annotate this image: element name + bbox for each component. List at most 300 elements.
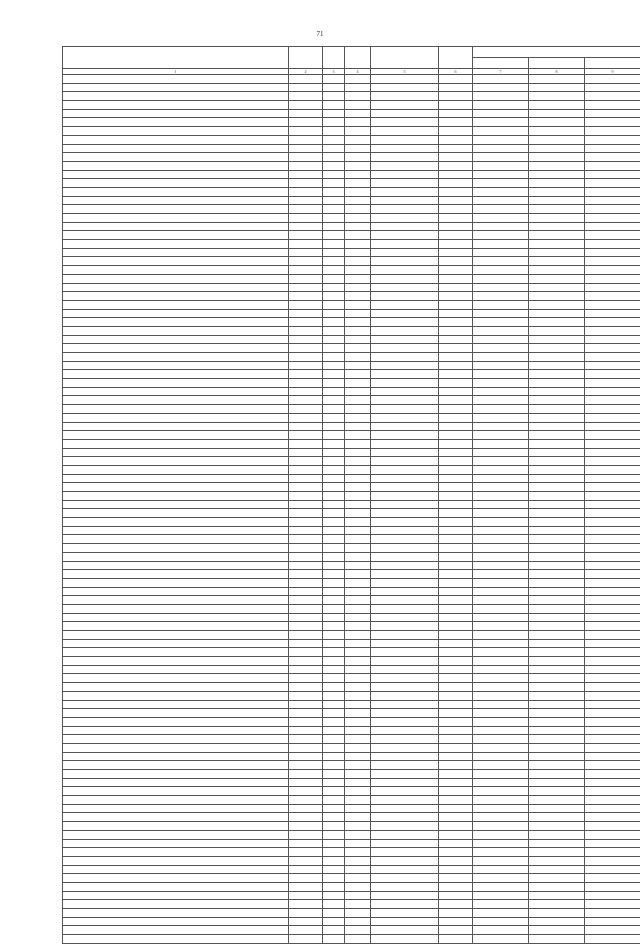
table-cell <box>439 509 473 518</box>
table-cell <box>323 75 345 84</box>
table-cell <box>371 700 439 709</box>
table-cell <box>323 709 345 718</box>
table-cell <box>289 909 323 918</box>
table-row <box>63 83 640 92</box>
table-row <box>63 75 640 84</box>
table-row <box>63 153 640 162</box>
table-cell <box>439 75 473 84</box>
table-cell <box>323 900 345 909</box>
table-cell <box>371 891 439 900</box>
table-cell <box>585 709 640 718</box>
table-cell <box>439 709 473 718</box>
table-cell <box>439 518 473 527</box>
table-cell <box>585 474 640 483</box>
table-cell <box>439 326 473 335</box>
table-cell <box>473 926 529 935</box>
table-cell <box>371 118 439 127</box>
table-cell <box>473 75 529 84</box>
table-cell <box>323 726 345 735</box>
table-cell <box>439 396 473 405</box>
table-row <box>63 830 640 839</box>
table-cell <box>473 135 529 144</box>
table-cell <box>289 92 323 101</box>
table-cell <box>371 743 439 752</box>
table-cell <box>473 214 529 223</box>
table-cell <box>289 422 323 431</box>
table-cell <box>585 92 640 101</box>
table-cell <box>63 492 289 501</box>
table-cell <box>473 578 529 587</box>
table-cell <box>345 648 371 657</box>
table-cell <box>529 127 585 136</box>
table-cell <box>585 326 640 335</box>
table-cell <box>289 231 323 240</box>
table-cell <box>63 743 289 752</box>
table-cell <box>439 691 473 700</box>
table-cell <box>345 222 371 231</box>
table-cell <box>529 874 585 883</box>
table-cell <box>473 648 529 657</box>
table-cell <box>529 413 585 422</box>
table-cell <box>439 535 473 544</box>
table-cell <box>63 761 289 770</box>
table-cell <box>585 552 640 561</box>
table-cell <box>473 179 529 188</box>
table-row <box>63 926 640 935</box>
table-row <box>63 900 640 909</box>
table-cell <box>473 231 529 240</box>
table-cell <box>289 596 323 605</box>
table-row <box>63 283 640 292</box>
table-cell <box>439 344 473 353</box>
table-cell <box>345 778 371 787</box>
table-row <box>63 874 640 883</box>
table-cell <box>63 413 289 422</box>
table-cell <box>473 101 529 110</box>
table-cell <box>473 848 529 857</box>
table-cell <box>473 830 529 839</box>
table-cell <box>289 344 323 353</box>
table-cell <box>585 257 640 266</box>
table-cell <box>585 787 640 796</box>
table-cell <box>63 839 289 848</box>
table-cell <box>371 474 439 483</box>
table-cell <box>371 465 439 474</box>
table-cell <box>289 726 323 735</box>
table-cell <box>585 657 640 666</box>
table-cell <box>529 526 585 535</box>
table-cell <box>439 214 473 223</box>
table-cell <box>473 674 529 683</box>
table-cell <box>439 379 473 388</box>
table-cell <box>371 309 439 318</box>
table-cell <box>323 804 345 813</box>
table-cell <box>371 535 439 544</box>
table-cell <box>323 561 345 570</box>
table-cell <box>439 822 473 831</box>
table-row <box>63 891 640 900</box>
table-cell <box>63 431 289 440</box>
table-row <box>63 318 640 327</box>
table-cell <box>529 726 585 735</box>
table-cell <box>473 935 529 944</box>
table-cell <box>63 822 289 831</box>
table-cell <box>529 379 585 388</box>
table-row <box>63 778 640 787</box>
table-cell <box>439 796 473 805</box>
table-cell <box>323 292 345 301</box>
table-cell <box>439 830 473 839</box>
table-cell <box>473 127 529 136</box>
table-cell <box>289 274 323 283</box>
table-row <box>63 448 640 457</box>
table-row <box>63 187 640 196</box>
table-cell <box>289 743 323 752</box>
table-cell <box>585 170 640 179</box>
table-cell <box>529 552 585 561</box>
table-cell <box>289 144 323 153</box>
table-row <box>63 587 640 596</box>
table-cell <box>323 874 345 883</box>
table-cell <box>585 335 640 344</box>
table-cell <box>529 387 585 396</box>
table-cell <box>529 622 585 631</box>
column-number: 4 <box>345 69 371 75</box>
table-cell <box>473 170 529 179</box>
table-cell <box>63 518 289 527</box>
table-cell <box>585 248 640 257</box>
table-row <box>63 839 640 848</box>
table-cell <box>529 222 585 231</box>
table-cell <box>473 240 529 249</box>
table-cell <box>371 439 439 448</box>
table-cell <box>585 891 640 900</box>
table-cell <box>323 214 345 223</box>
table-cell <box>585 926 640 935</box>
table-cell <box>439 631 473 640</box>
table-cell <box>529 439 585 448</box>
table-cell <box>371 839 439 848</box>
table-cell <box>63 379 289 388</box>
table-cell <box>473 431 529 440</box>
table-cell <box>289 431 323 440</box>
table-cell <box>473 326 529 335</box>
table-cell <box>345 266 371 275</box>
table-row <box>63 127 640 136</box>
table-cell <box>585 205 640 214</box>
table-cell <box>323 492 345 501</box>
table-cell <box>323 335 345 344</box>
table-cell <box>345 318 371 327</box>
table-cell <box>323 283 345 292</box>
table-cell <box>473 405 529 414</box>
table-cell <box>371 552 439 561</box>
table-cell <box>289 674 323 683</box>
table-cell <box>473 544 529 553</box>
table-cell <box>439 839 473 848</box>
table-cell <box>289 214 323 223</box>
table-cell <box>473 613 529 622</box>
table-cell <box>345 900 371 909</box>
table-cell <box>473 266 529 275</box>
table-cell <box>345 274 371 283</box>
table-cell <box>323 379 345 388</box>
table-row <box>63 631 640 640</box>
table-cell <box>289 75 323 84</box>
table-cell <box>345 335 371 344</box>
table-row <box>63 457 640 466</box>
table-row <box>63 292 640 301</box>
table-cell <box>585 144 640 153</box>
table-cell <box>345 743 371 752</box>
table-cell <box>585 75 640 84</box>
table-cell <box>63 266 289 275</box>
table-cell <box>439 474 473 483</box>
table-cell <box>439 917 473 926</box>
table-cell <box>371 92 439 101</box>
table-cell <box>345 161 371 170</box>
table-cell <box>371 83 439 92</box>
table-cell <box>323 743 345 752</box>
table-row <box>63 717 640 726</box>
table-cell <box>529 361 585 370</box>
table-cell <box>345 796 371 805</box>
table-cell <box>63 787 289 796</box>
table-cell <box>371 318 439 327</box>
table-cell <box>63 882 289 891</box>
table-cell <box>529 865 585 874</box>
table-cell <box>63 83 289 92</box>
table-row <box>63 518 640 527</box>
table-cell <box>323 413 345 422</box>
table-cell <box>585 900 640 909</box>
table-cell <box>371 509 439 518</box>
table-row <box>63 266 640 275</box>
table-cell <box>63 396 289 405</box>
table-cell <box>529 187 585 196</box>
table-cell <box>345 457 371 466</box>
table-cell <box>345 283 371 292</box>
table-cell <box>345 361 371 370</box>
table-cell <box>323 578 345 587</box>
table-cell <box>289 830 323 839</box>
table-cell <box>323 431 345 440</box>
table-cell <box>439 674 473 683</box>
table-cell <box>345 761 371 770</box>
table-row <box>63 465 640 474</box>
table-cell <box>439 726 473 735</box>
table-cell <box>473 205 529 214</box>
table-cell <box>289 465 323 474</box>
table-cell <box>585 743 640 752</box>
table-row <box>63 248 640 257</box>
table-cell <box>63 500 289 509</box>
table-cell <box>585 822 640 831</box>
table-cell <box>63 370 289 379</box>
table-cell <box>473 535 529 544</box>
table-cell <box>289 822 323 831</box>
table-cell <box>323 370 345 379</box>
table-cell <box>529 405 585 414</box>
table-cell <box>345 422 371 431</box>
table-cell <box>63 422 289 431</box>
table-cell <box>345 240 371 249</box>
table-cell <box>63 483 289 492</box>
table-cell <box>529 465 585 474</box>
table-cell <box>323 752 345 761</box>
table-cell <box>345 622 371 631</box>
table-cell <box>585 561 640 570</box>
table-row <box>63 865 640 874</box>
table-cell <box>529 448 585 457</box>
table-cell <box>345 483 371 492</box>
table-cell <box>323 83 345 92</box>
table-cell <box>63 804 289 813</box>
table-cell <box>529 101 585 110</box>
column-number: 3 <box>323 69 345 75</box>
table-cell <box>585 127 640 136</box>
table-cell <box>345 405 371 414</box>
table-cell <box>529 170 585 179</box>
table-row <box>63 639 640 648</box>
table-cell <box>439 778 473 787</box>
table-row <box>63 909 640 918</box>
table-cell <box>323 552 345 561</box>
table-cell <box>323 639 345 648</box>
table-cell <box>529 917 585 926</box>
table-cell <box>439 431 473 440</box>
table-cell <box>439 622 473 631</box>
table-cell <box>289 935 323 944</box>
table-cell <box>345 683 371 692</box>
column-number: 7 <box>473 69 529 75</box>
table-cell <box>345 118 371 127</box>
table-cell <box>323 917 345 926</box>
table-cell <box>289 135 323 144</box>
table-cell <box>289 118 323 127</box>
table-cell <box>289 891 323 900</box>
table-cell <box>289 518 323 527</box>
table-cell <box>439 561 473 570</box>
table-cell <box>439 492 473 501</box>
table-cell <box>323 344 345 353</box>
table-row <box>63 935 640 944</box>
table-cell <box>323 518 345 527</box>
table-cell <box>345 848 371 857</box>
table-cell <box>585 300 640 309</box>
table-cell <box>289 283 323 292</box>
table-cell <box>585 665 640 674</box>
table-cell <box>63 439 289 448</box>
table-cell <box>289 500 323 509</box>
table-cell <box>473 622 529 631</box>
table-cell <box>529 309 585 318</box>
table-cell <box>473 761 529 770</box>
table-cell <box>323 457 345 466</box>
table-cell <box>323 196 345 205</box>
table-cell <box>63 361 289 370</box>
table-cell <box>323 187 345 196</box>
table-cell <box>585 344 640 353</box>
table-cell <box>289 691 323 700</box>
table-cell <box>371 544 439 553</box>
table-cell <box>63 578 289 587</box>
table-cell <box>371 500 439 509</box>
table-cell <box>63 596 289 605</box>
table-cell <box>529 300 585 309</box>
table-cell <box>473 344 529 353</box>
table-cell <box>439 335 473 344</box>
table-cell <box>345 830 371 839</box>
table-cell <box>371 683 439 692</box>
table-cell <box>345 257 371 266</box>
table-cell <box>323 396 345 405</box>
table-cell <box>585 717 640 726</box>
table-cell <box>289 257 323 266</box>
table-cell <box>473 465 529 474</box>
table-cell <box>345 874 371 883</box>
table-cell <box>473 552 529 561</box>
table-cell <box>323 909 345 918</box>
table-cell <box>289 170 323 179</box>
table-cell <box>63 257 289 266</box>
table-cell <box>439 196 473 205</box>
table-cell <box>585 631 640 640</box>
table-cell <box>345 822 371 831</box>
table-cell <box>371 813 439 822</box>
table-row <box>63 422 640 431</box>
table-cell <box>345 709 371 718</box>
table-cell <box>345 465 371 474</box>
table-cell <box>345 83 371 92</box>
table-cell <box>371 335 439 344</box>
table-cell <box>585 570 640 579</box>
table-cell <box>439 135 473 144</box>
table-cell <box>345 135 371 144</box>
table-row <box>63 222 640 231</box>
table-cell <box>345 674 371 683</box>
table-cell <box>529 596 585 605</box>
table-cell <box>585 101 640 110</box>
table-cell <box>63 387 289 396</box>
table-cell <box>439 848 473 857</box>
table-cell <box>585 413 640 422</box>
table-cell <box>529 761 585 770</box>
table-cell <box>371 274 439 283</box>
table-cell <box>473 691 529 700</box>
table-cell <box>585 935 640 944</box>
table-cell <box>529 639 585 648</box>
table-cell <box>585 648 640 657</box>
table-cell <box>289 604 323 613</box>
table-cell <box>323 926 345 935</box>
table-cell <box>439 413 473 422</box>
table-cell <box>323 465 345 474</box>
table-row <box>63 665 640 674</box>
table-body <box>63 75 640 944</box>
table-row <box>63 648 640 657</box>
table-cell <box>585 691 640 700</box>
table-cell <box>585 518 640 527</box>
table-cell <box>439 735 473 744</box>
table-row <box>63 500 640 509</box>
table-cell <box>323 717 345 726</box>
table-cell <box>371 752 439 761</box>
table-row <box>63 787 640 796</box>
table-cell <box>371 709 439 718</box>
table-row <box>63 822 640 831</box>
table-cell <box>473 483 529 492</box>
